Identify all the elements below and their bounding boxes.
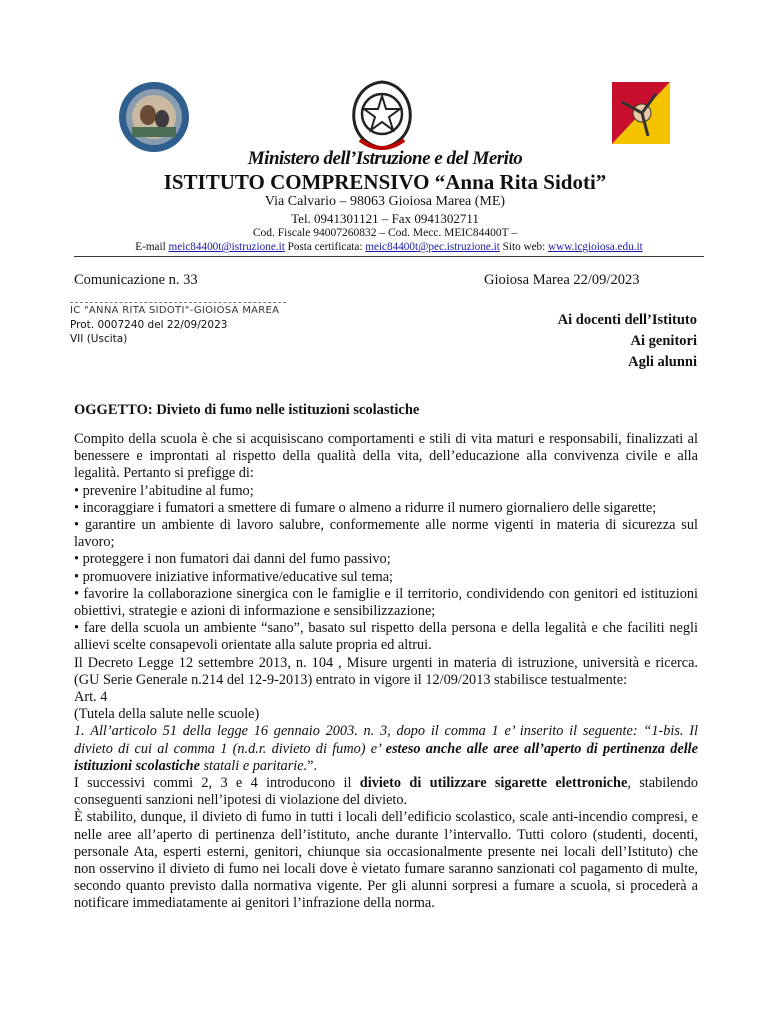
intro-paragraph: Compito della scuola è che si acquisiscano comportamenti e stili di vita maturi e responsabili, finalizzati al benessere e improntati al rispetto della qualità della vita, dell’educazione alla convivenza civile e alla legalità. Pertanto si prefigge di: <box>74 431 698 482</box>
ministry-title: Ministero dell’Istruzione e del Merito <box>247 148 523 169</box>
school-codes: Cod. Fiscale 94007260832 – Cod. Mecc. MEIC84400T – <box>252 227 518 239</box>
web-label: Sito web: <box>502 241 546 253</box>
stamp-protocol: Prot. 0007240 del 22/09/2023 <box>70 319 228 331</box>
sicily-region-emblem <box>612 82 670 144</box>
point1-tail: statali e paritarie. <box>199 757 308 774</box>
point1-emphasis: esteso anche alle aree all’aperto di pertinenza delle istituzioni scolastiche <box>74 740 698 774</box>
email-label: E-mail <box>135 241 166 253</box>
successive-emphasis: divieto di utilizzare sigarette elettroniche <box>359 775 628 792</box>
pec-link[interactable]: meic84400t@pec.istruzione.it <box>365 241 500 253</box>
article-point-1 <box>74 723 698 775</box>
subject-line: OGGETTO: Divieto di fumo nelle istituzioni scolastiche <box>74 402 420 418</box>
list-item: • proteggere i non fumatori dai danni del fumo passivo; <box>74 551 391 568</box>
article-title: (Tutela della salute nelle scuole) <box>74 706 260 723</box>
protocol-stamp <box>70 302 286 346</box>
communication-number: Comunicazione n. 33 <box>74 272 198 288</box>
successive-paragraph <box>74 775 698 809</box>
school-name: ISTITUTO COMPRENSIVO “Anna Rita Sidoti” <box>163 170 607 194</box>
stamp-school: IC "ANNA RITA SIDOTI"-GIOIOSA MAREA <box>70 305 280 316</box>
list-item: • favorire la collaborazione sinergica con le famiglie e il territorio, condividendo con genitori ed istituzioni obiettivi, strategie e azioni di informazione e sensibilizzazione; <box>74 585 698 620</box>
successive-text: I successivi commi 2, 3 e 4 introducono il <box>74 775 360 792</box>
stamp-category: VII (Uscita) <box>70 333 128 345</box>
place-date: Gioiosa Marea 22/09/2023 <box>484 272 640 288</box>
decree-paragraph: Il Decreto Legge 12 settembre 2013, n. 104 , Misure urgenti in materia di istruzione, università e ricerca. (GU Serie Generale n.214 del 12-9-2013) entrato in vigore il 12/09/2013 stabilisce testualmente: <box>74 654 698 688</box>
recipient-teachers: Ai docenti dell’Istituto <box>557 312 697 328</box>
contact-line <box>74 241 704 253</box>
email-link[interactable]: meic84400t@istruzione.it <box>168 241 285 253</box>
article-number: Art. 4 <box>74 689 108 706</box>
school-address: Via Calvario – 98063 Gioiosa Marea (ME) <box>264 194 506 209</box>
recipient-parents: Ai genitori <box>630 333 697 349</box>
school-logo <box>118 81 190 153</box>
letter-body <box>74 431 698 913</box>
web-link[interactable]: www.icgioiosa.edu.it <box>548 241 643 253</box>
list-item: • promuovere iniziative informative/educative sul tema; <box>74 568 394 585</box>
school-phone: Tel. 0941301121 – Fax 0941302711 <box>291 211 479 226</box>
list-item: • incoraggiare i fumatori a smettere di fumare o almeno a ridurre il numero giornaliero delle sigarette; <box>74 499 657 516</box>
recipient-students: Agli alunni <box>628 354 697 370</box>
italian-republic-emblem <box>344 76 420 156</box>
pec-label: Posta certificata: <box>287 241 363 253</box>
point1-text: 1. All’articolo 51 della legge 16 gennaio 2003. n. 3, dopo il comma 1 e’ inserito il seguente: “1-bis. Il divieto di cui al comma 1 (n.d.r. divieto di fumo) e’ <box>74 723 698 757</box>
header-divider <box>74 256 704 257</box>
point1-end: ”. <box>307 757 318 774</box>
recipients <box>420 310 697 373</box>
final-paragraph: È stabilito, dunque, il divieto di fumo in tutti i locali dell’edificio scolastico, scale anti-incendio compresi, e nelle aree all’aperto di pertinenza dell’istituto, anche durante l’intervallo. Tutti coloro (studenti, docenti, personale Ata, esperti esterni, genitori, chiunque sia occasionalmente presente nei locali dell’Istituto) che non osservino il divieto di fumo nei locali dove è vietato fumare saranno sanzionati col pagamento di multe, secondo quanto previsto dalla normativa vigente. Per gli alunni sorpresi a fumare a scuola, si procederà a notificare immediatamente ai genitori l’infrazione della norma. <box>74 809 698 912</box>
list-item: • garantire un ambiente di lavoro salubre, conformemente alle norme vigenti in materia di sicurezza sul lavoro; <box>74 517 698 551</box>
successive-tail: , stabilendo conseguenti sanzioni nell’ipotesi di violazione del divieto. <box>74 775 698 809</box>
list-item: • fare della scuola un ambiente “sano”, basato sul rispetto della persona e della legalità e che faciliti negli allievi scelte consapevoli orientate alla salute propria ed altrui. <box>74 620 698 654</box>
list-item: • prevenire l’abitudine al fumo; <box>74 482 254 499</box>
